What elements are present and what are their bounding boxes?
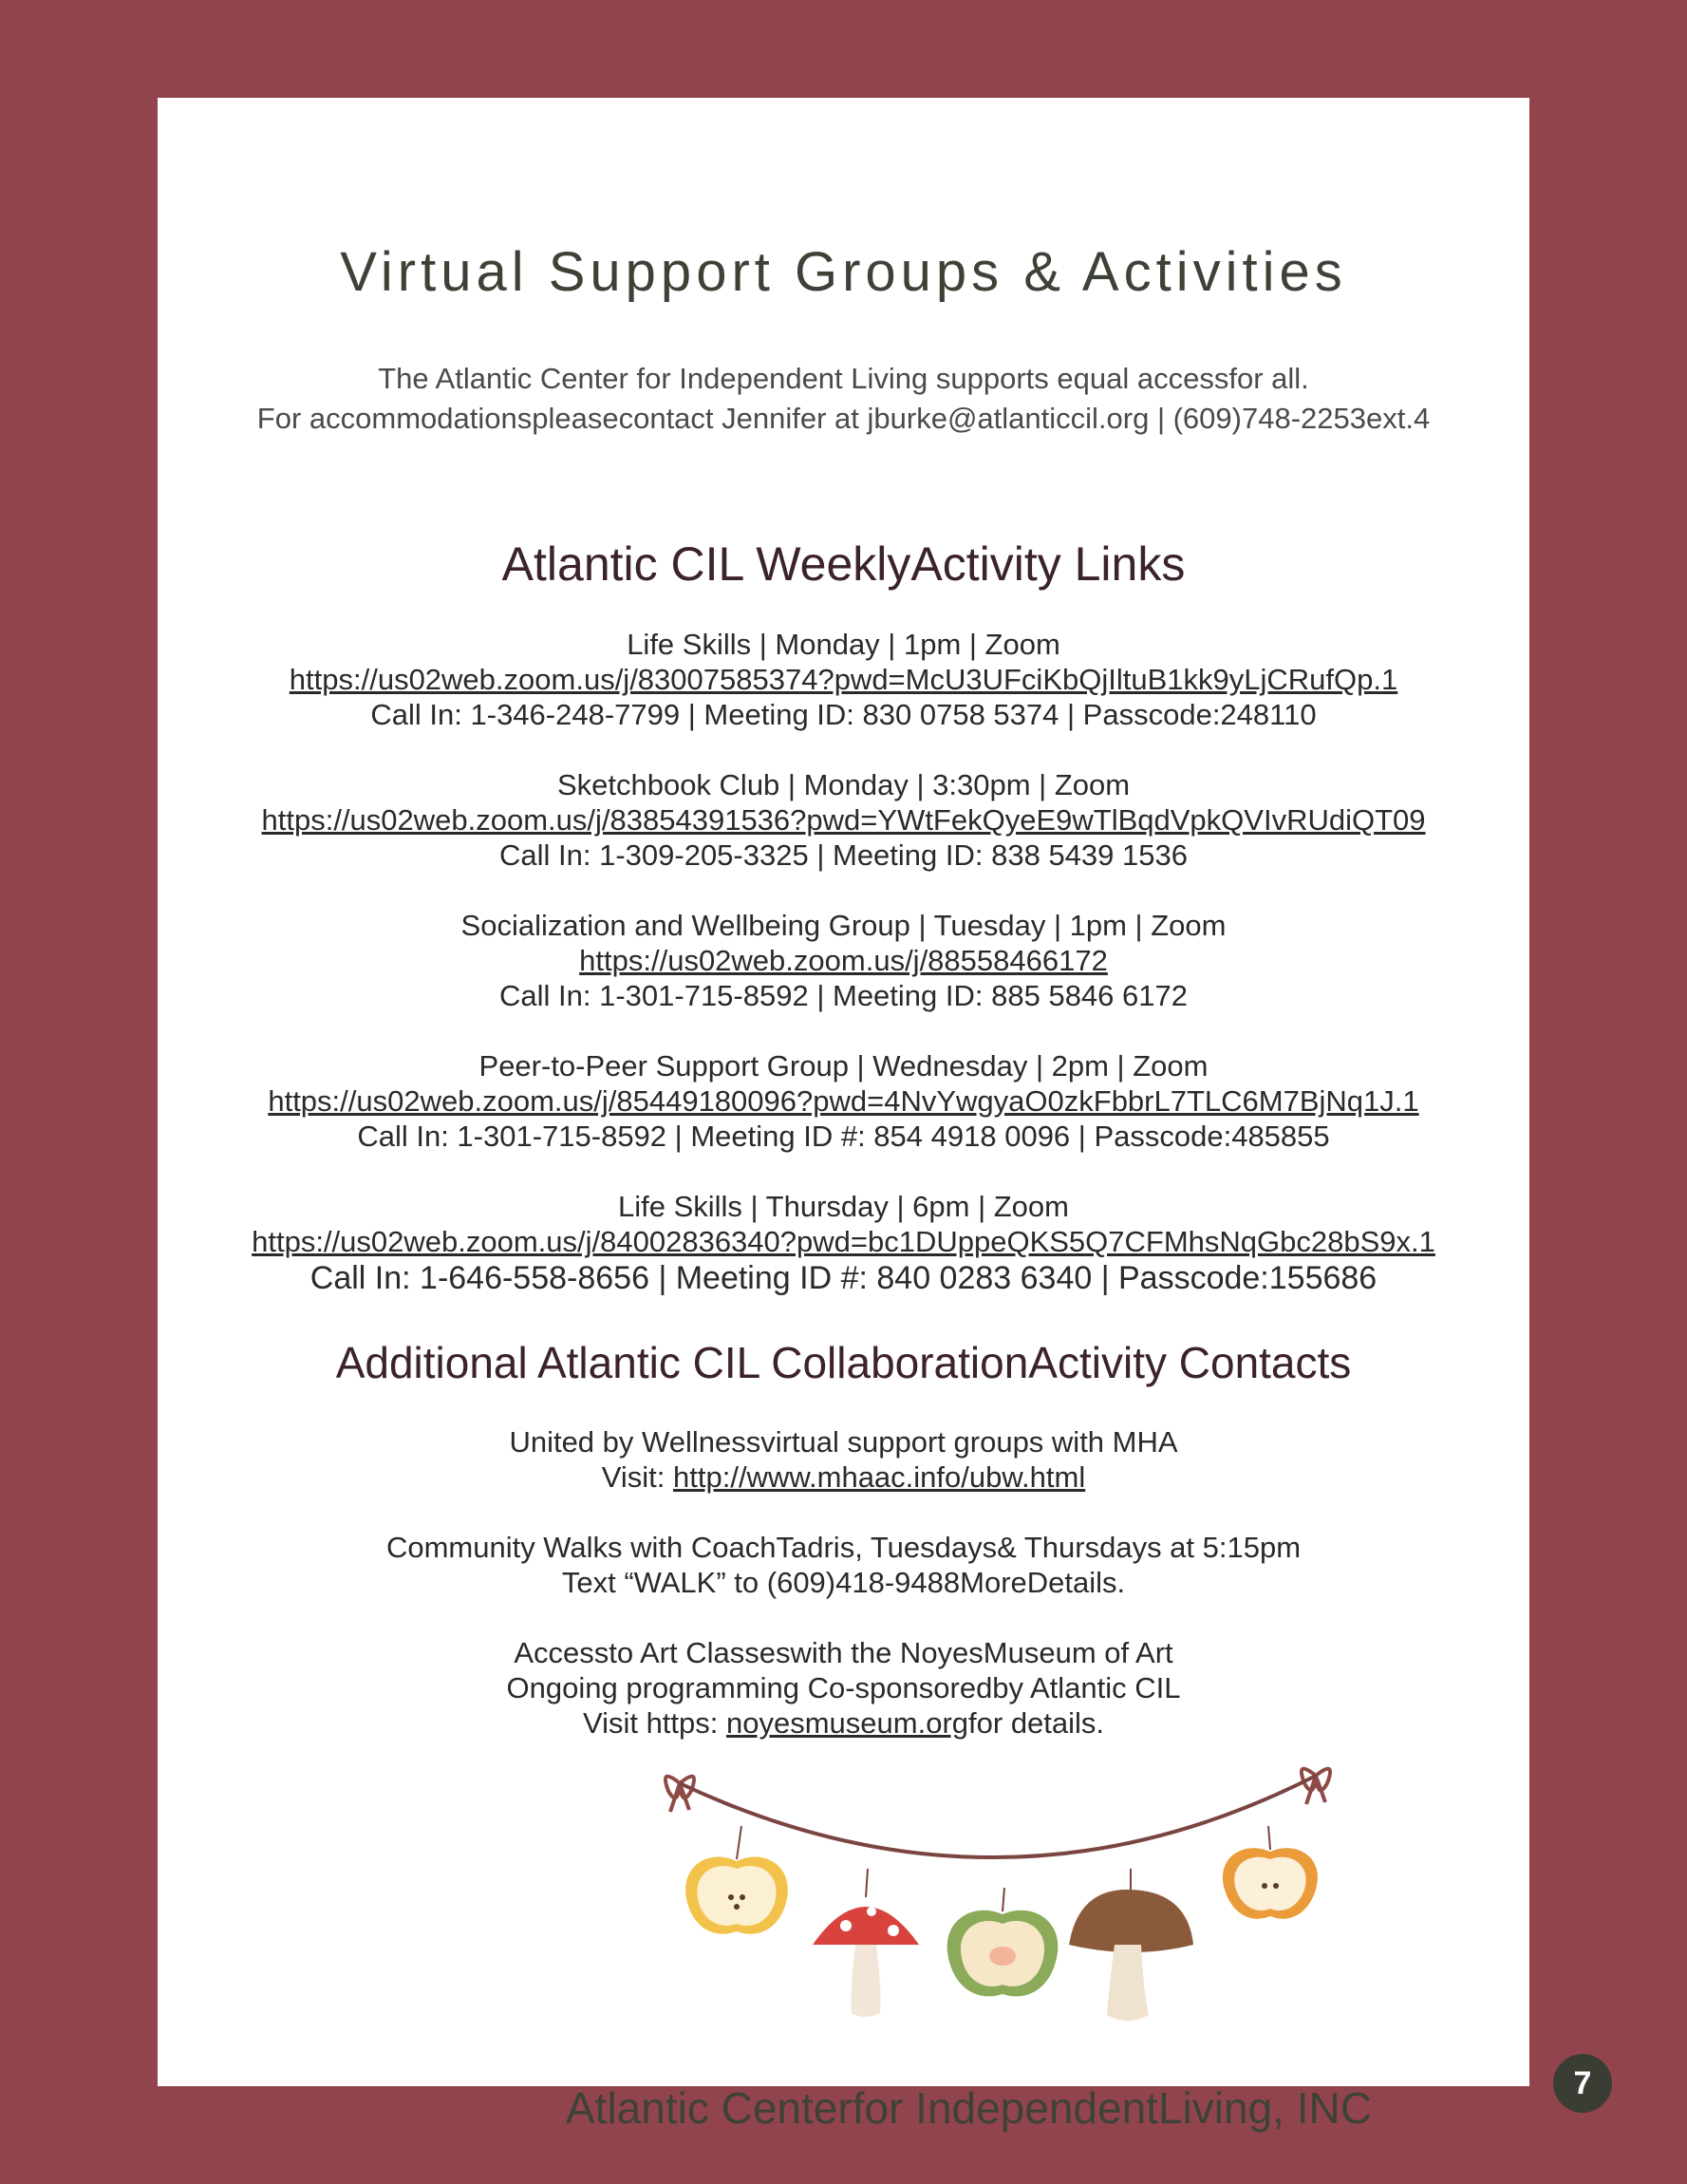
- ubw-visit-label: Visit:: [601, 1460, 665, 1494]
- activity-link-row: [158, 663, 1529, 697]
- art-visit-suffix: for details.: [968, 1706, 1105, 1740]
- page-title: Virtual Support Groups & Activities: [340, 241, 1347, 303]
- weekly-links-heading: Atlantic CIL WeeklyActivity Links: [501, 537, 1186, 591]
- activity-call-info: Call In: 1-646-558-8656 | Meeting ID #: 840 0283 6340 | Passcode:155686: [309, 1260, 1378, 1296]
- additional-contacts-heading: Additional Atlantic CIL CollaborationActivity Contacts: [335, 1338, 1352, 1387]
- page-number-badge: 7: [1553, 2054, 1612, 2113]
- activity-title: Life Skills | Thursday | 6pm | Zoom: [618, 1190, 1069, 1223]
- mushroom-brown-icon: [1069, 1869, 1193, 2021]
- ubw-visit-row: [158, 1460, 1529, 1495]
- activity-call-info: Call In: 1-346-248-7799 | Meeting ID: 830 0758 5374 | Passcode:248110: [370, 698, 1317, 731]
- walks-text-info: Text “WALK” to (609)418-9488MoreDetails.: [561, 1566, 1126, 1599]
- activity-link-row: [158, 803, 1529, 838]
- ubw-link[interactable]: http://www.mhaac.info/ubw.html: [673, 1460, 1086, 1494]
- page-sheet: [158, 98, 1592, 2133]
- activity-link-row: [158, 1225, 1529, 1259]
- art-cosponsor: Ongoing programming Co-sponsoredby Atlantic CIL: [506, 1671, 1181, 1704]
- apple-orange-icon: [1223, 1826, 1318, 1919]
- garland-string: [680, 1776, 1316, 1857]
- activity-link-row: [158, 944, 1529, 978]
- ubw-description: United by Wellnessvirtual support groups with MHA: [509, 1425, 1178, 1459]
- activity-call-info: Call In: 1-301-715-8592 | Meeting ID #: 854 4918 0096 | Passcode:485855: [357, 1120, 1330, 1153]
- activity-title: Sketchbook Club | Monday | 3:30pm | Zoom: [556, 768, 1131, 801]
- activity-zoom-link[interactable]: https://us02web.zoom.us/j/83854391536?pwd=YWtFekQyeE9wTlBqdVpkQVIvRUdiQT09: [261, 803, 1426, 837]
- art-description: Accessto Art Classeswith the NoyesMuseum of Art: [514, 1636, 1173, 1669]
- noyes-museum-link[interactable]: noyesmuseum.org: [726, 1706, 969, 1740]
- apple-half-icon: [685, 1826, 788, 1934]
- apple-green-icon: [947, 1888, 1059, 1996]
- activity-zoom-link[interactable]: https://us02web.zoom.us/j/88558466172: [579, 944, 1108, 977]
- art-visit-label: Visit https:: [582, 1706, 719, 1740]
- bow-icon: [1302, 1769, 1330, 1804]
- bow-icon: [665, 1777, 694, 1812]
- footer-org-name: Atlantic Centerfor IndependentLiving, INC: [566, 2083, 1372, 2133]
- activity-zoom-link[interactable]: https://us02web.zoom.us/j/85449180096?pwd=4NvYwgyaO0zkFbbrL7TLC6M7BjNq1J.1: [268, 1084, 1419, 1118]
- garland-decoration: [651, 1755, 1354, 2059]
- activity-title: Life Skills | Monday | 1pm | Zoom: [627, 628, 1060, 661]
- mushroom-red-icon: [813, 1869, 919, 2017]
- walks-description: Community Walks with CoachTadris, Tuesdays& Thursdays at 5:15pm: [385, 1531, 1302, 1564]
- activity-zoom-link[interactable]: https://us02web.zoom.us/j/84002836340?pwd=bc1DUppeQKS5Q7CFMhsNqGbc28bS9x.1: [252, 1225, 1435, 1258]
- activity-title: Socialization and Wellbeing Group | Tuesday | 1pm | Zoom: [460, 909, 1227, 942]
- activity-call-info: Call In: 1-309-205-3325 | Meeting ID: 838 5439 1536: [499, 838, 1188, 872]
- art-visit-row: [158, 1706, 1529, 1741]
- intro-access-statement: The Atlantic Center for Independent Living supports equal accessfor all.: [378, 362, 1309, 395]
- intro-accommodations-contact: For accommodationspleasecontact Jennifer at jburke@atlanticcil.org | (609)748-2253ext.4: [256, 402, 1431, 435]
- activity-zoom-link[interactable]: https://us02web.zoom.us/j/83007585374?pwd=McU3UFciKbQjIltuB1kk9yLjCRufQp.1: [289, 663, 1398, 696]
- activity-call-info: Call In: 1-301-715-8592 | Meeting ID: 885 5846 6172: [499, 979, 1188, 1012]
- activity-title: Peer-to-Peer Support Group | Wednesday | 2pm | Zoom: [478, 1049, 1209, 1083]
- activity-link-row: [158, 1084, 1529, 1119]
